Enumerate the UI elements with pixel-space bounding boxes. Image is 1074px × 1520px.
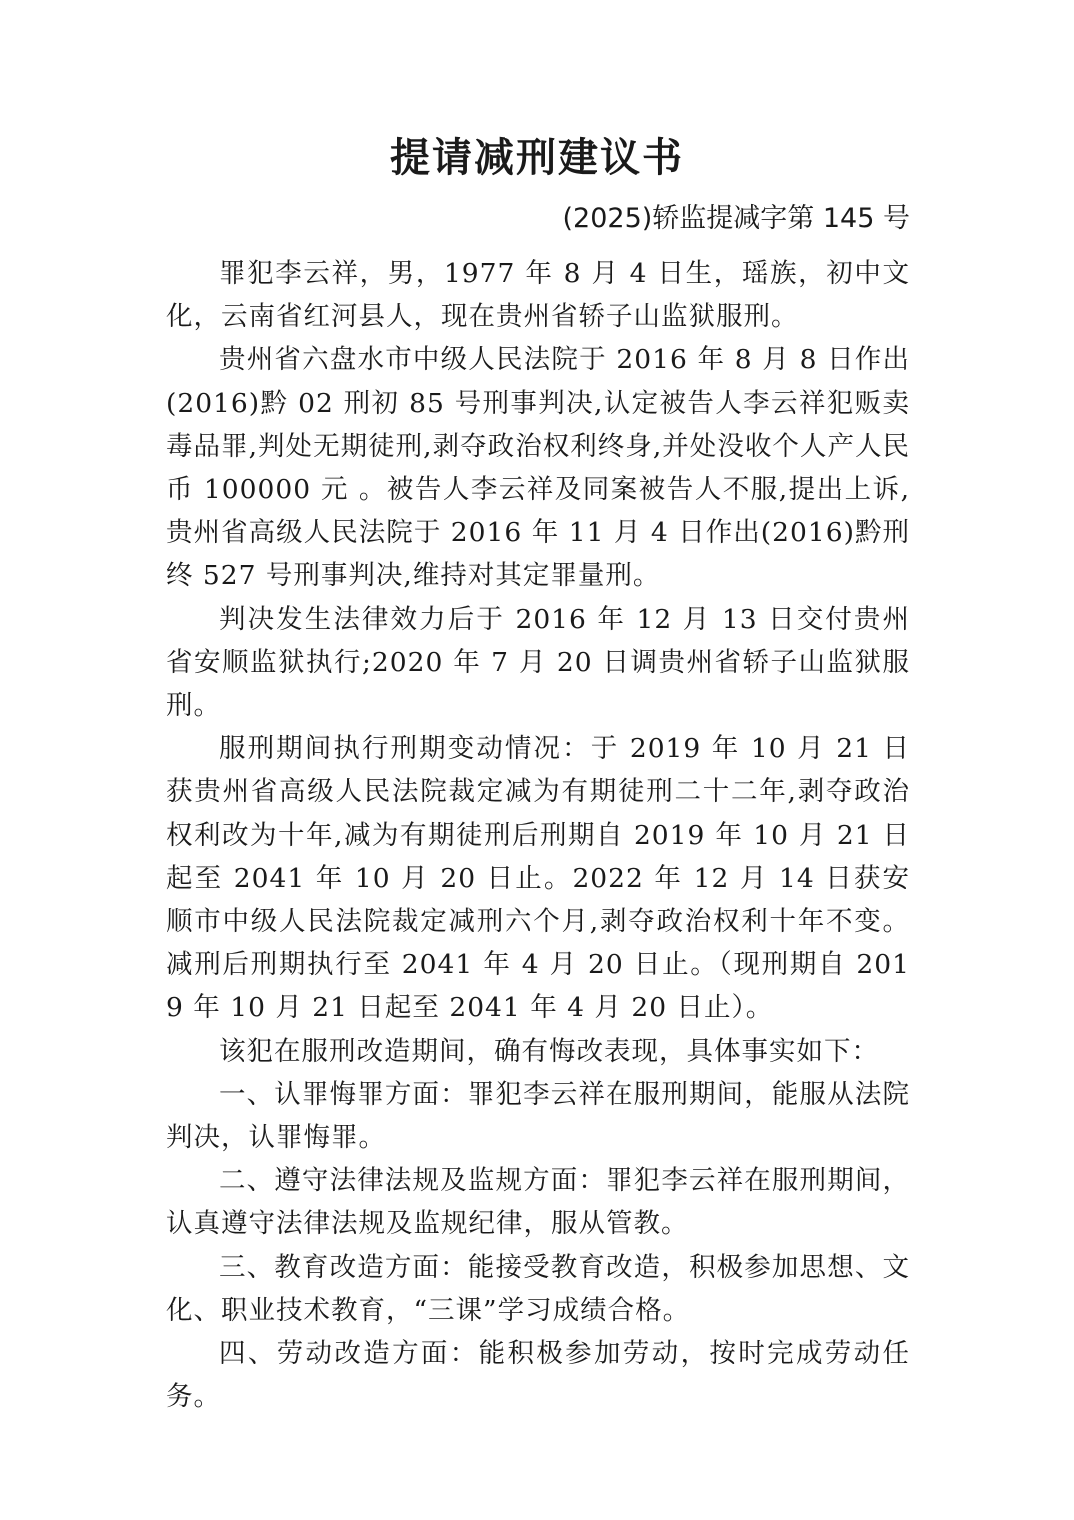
paragraph-law-compliance: 二、遵守法律法规及监规方面：罪犯李云祥在服刑期间，认真遵守法律法规及监规纪律，服从管教。	[166, 1165, 910, 1240]
paragraph-plea-of-guilt: 一、认罪悔罪方面：罪犯李云祥在服刑期间，能服从法院判决，认罪悔罪。	[166, 1078, 910, 1154]
document-number: (2025)轿监提减字第 145 号	[562, 203, 910, 234]
paragraph-execution: 判决发生法律效力后于 2016 年 12 月 13 日交付贵州省安顺监狱执行;2020 年 7 月 20 日调贵州省轿子山监狱服刑。	[166, 603, 910, 722]
paragraph-original-judgment: 贵州省六盘水市中级人民法院于 2016 年 8 月 8 日作出(2016)黔 02 刑初 85 号刑事判决,认定被告人李云祥犯贩卖毒品罪,判处无期徒刑,剥夺政治权利终身,并处没收个人产人民币 100000 元 。被告人李云祥及同案被告人不服,提出上诉,贵州省高级人民法院于 2016 年 11 月 4 日作出(2016)黔刑终 527 号刑事判决,维持对其定罪量刑。	[166, 344, 910, 592]
document-title: 提请减刑建议书	[390, 134, 684, 181]
paragraph-education: 三、教育改造方面：能接受教育改造，积极参加思想、文化、职业技术教育，“三课”学习成绩合格。	[166, 1251, 910, 1326]
paragraph-offender-info: 罪犯李云祥，男，1977 年 8 月 4 日生，瑶族，初中文化，云南省红河县人，现在贵州省轿子山监狱服刑。	[166, 258, 910, 333]
paragraph-repentance-intro: 该犯在服刑改造期间，确有悔改表现，具体事实如下：	[219, 1035, 879, 1067]
paragraph-labor: 四、劳动改造方面：能积极参加劳动，按时完成劳动任务。	[166, 1338, 910, 1413]
document-body	[166, 252, 910, 1418]
paragraph-sentence-changes: 服刑期间执行刑期变动情况：于 2019 年 10 月 21 日获贵州省高级人民法院裁定减为有期徒刑二十二年,剥夺政治权利改为十年,减为有期徒刑后刑期自 2019 年 10 月 21 日起至 2041 年 10 月 20 日止。2022 年 12 月 14 日获安顺市中级人民法院裁定减刑六个月,剥夺政治权利十年不变。减刑后刑期执行至 2041 年 4 月 20 日止。（现刑期自 2019 年 10 月 21 日起至 2041 年 4 月 20 日止）。	[166, 733, 910, 1024]
